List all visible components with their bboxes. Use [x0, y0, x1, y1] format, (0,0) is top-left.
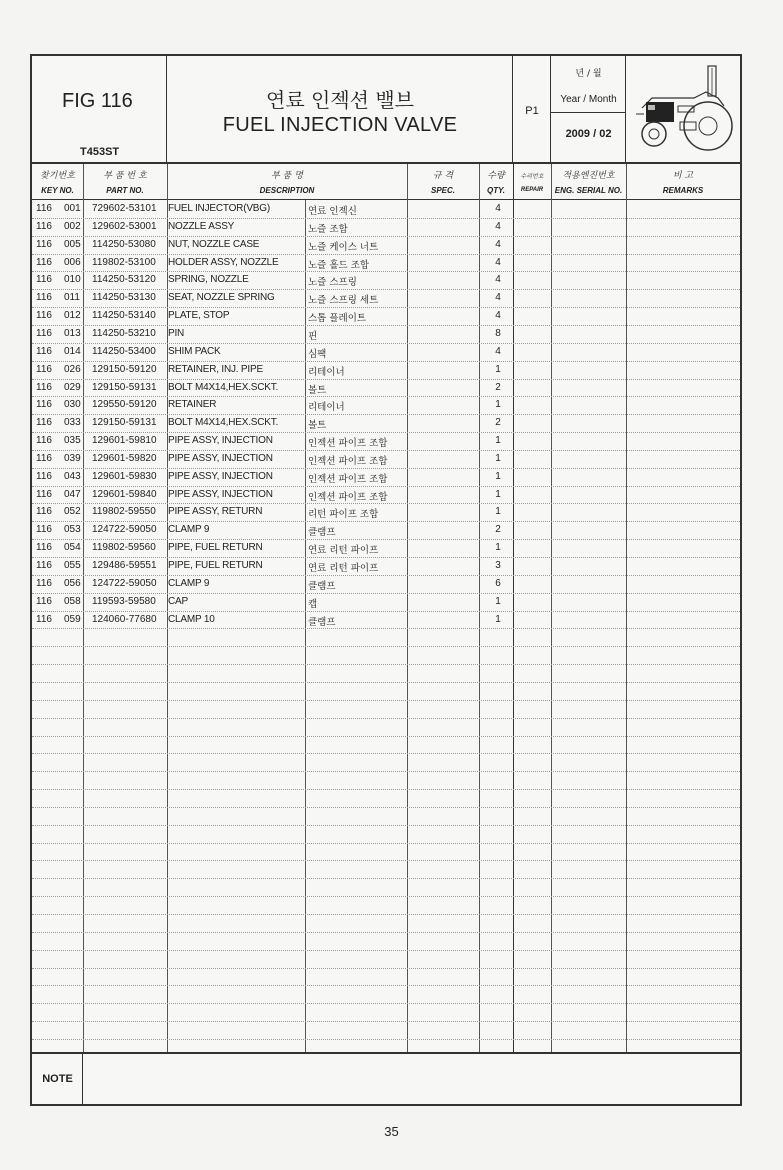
- fig-number-cell: 116: [36, 435, 52, 447]
- quantity-cell: 8: [495, 327, 501, 339]
- col-key-en: KEY NO.: [41, 186, 74, 195]
- col-desc-en: DESCRIPTION: [259, 186, 315, 195]
- fig-number-cell: 116: [36, 399, 52, 411]
- table-row: [32, 575, 740, 593]
- key-number-cell: 029: [64, 381, 81, 393]
- description-cell: BOLT M4X14,HEX.SCKT.: [168, 417, 279, 429]
- description-cell: SEAT, NOZZLE SPRING: [168, 292, 275, 304]
- col-repair-ko: 수리번호: [520, 173, 544, 180]
- row-rule: [32, 736, 740, 737]
- col-repair: [513, 164, 551, 200]
- part-number-cell: 114250-53400: [92, 345, 156, 357]
- part-number-cell: 114250-53130: [92, 292, 156, 304]
- quantity-cell: 1: [495, 613, 501, 625]
- row-rule: [32, 896, 740, 897]
- description-korean-cell: 클램프: [308, 580, 336, 592]
- col-part-no: [83, 164, 167, 200]
- row-rule: [32, 807, 740, 808]
- table-row: [32, 325, 740, 343]
- key-number-cell: 053: [64, 524, 81, 536]
- table-row: [32, 271, 740, 289]
- part-number-cell: 124060-77680: [92, 613, 157, 625]
- description-korean-cell: 핀: [308, 330, 318, 342]
- part-number-cell: 124722-59050: [92, 577, 157, 589]
- part-number-cell: 114250-53120: [92, 274, 156, 286]
- table-row: [32, 343, 740, 361]
- key-number-cell: 006: [64, 256, 81, 268]
- col-serial-ko: 적용엔진번호: [562, 171, 615, 181]
- col-remarks-en: REMARKS: [662, 186, 704, 195]
- part-number-cell: 114250-53210: [92, 327, 156, 339]
- fig-number-cell: 116: [36, 577, 52, 589]
- col-part-en: PART NO.: [106, 186, 144, 195]
- part-number-cell: 119593-59580: [92, 595, 156, 607]
- key-number-cell: 055: [64, 560, 81, 571]
- table-row: [32, 539, 740, 557]
- row-rule: [32, 1021, 740, 1022]
- description-cell: PIPE ASSY, INJECTION: [168, 470, 273, 482]
- part-number-cell: 129601-59820: [92, 452, 157, 464]
- description-korean-cell: 클램프: [308, 527, 336, 539]
- description-korean-cell: 노즐 케이스 너트: [308, 241, 379, 253]
- page-cell: [513, 56, 551, 164]
- description-cell: PIPE ASSY, INJECTION: [168, 488, 273, 500]
- part-number-cell: 129150-59131: [92, 381, 157, 393]
- description-cell: CLAMP 9: [168, 577, 210, 589]
- table-row: [32, 254, 740, 272]
- col-key-ko: 찾기번호: [40, 171, 75, 181]
- key-number-cell: 010: [64, 274, 81, 286]
- key-number-cell: 058: [64, 595, 81, 607]
- table-row: [32, 307, 740, 325]
- quantity-cell: 4: [495, 310, 501, 322]
- row-rule: [32, 843, 740, 844]
- quantity-cell: 1: [495, 363, 501, 375]
- fig-number-cell: 116: [36, 613, 52, 625]
- fig-number-cell: 116: [36, 238, 52, 250]
- part-number-cell: 124722-59050: [92, 524, 157, 536]
- key-number-cell: 013: [64, 327, 81, 339]
- key-number-cell: 030: [64, 399, 81, 411]
- part-number-cell: 119802-53100: [92, 256, 156, 268]
- row-rule: [32, 968, 740, 969]
- date-label-korean: 년 / 월: [575, 69, 602, 79]
- part-number-cell: 119802-59550: [92, 506, 156, 518]
- fig-number-cell: 116: [36, 363, 52, 375]
- description-cell: PIPE, FUEL RETURN: [168, 542, 263, 554]
- parts-list-sheet: [30, 54, 742, 1106]
- col-spec-en: SPEC.: [430, 186, 455, 195]
- key-number-cell: 011: [64, 292, 80, 304]
- col-serial-en: ENG. SERIAL NO.: [554, 186, 623, 195]
- parts-table-body: [32, 200, 740, 1052]
- table-row: [32, 432, 740, 450]
- fig-number-cell: 116: [36, 417, 52, 429]
- table-row: [32, 486, 740, 504]
- row-rule: [32, 789, 740, 790]
- description-korean-cell: 심팩: [308, 348, 327, 360]
- row-rule: [32, 825, 740, 826]
- col-qty-en: QTY.: [487, 186, 505, 195]
- description-cell: PIPE ASSY, INJECTION: [168, 435, 273, 447]
- quantity-cell: 2: [495, 417, 501, 429]
- part-number-cell: 129150-59120: [92, 363, 157, 375]
- fig-number-cell: 116: [36, 310, 52, 322]
- fig-number-cell: 116: [36, 256, 52, 268]
- description-korean-cell: 인젝션 파이프 조합: [308, 491, 388, 503]
- column-headers: [32, 164, 740, 200]
- description-korean-cell: 캡: [308, 598, 318, 610]
- description-cell: FUEL INJECTOR(VBG): [168, 203, 270, 214]
- quantity-cell: 4: [495, 220, 501, 232]
- table-row: [32, 521, 740, 539]
- key-number-cell: 014: [64, 345, 81, 357]
- quantity-cell: 1: [495, 470, 501, 482]
- description-cell: PLATE, STOP: [168, 310, 230, 322]
- fig-number-cell: 116: [36, 542, 52, 554]
- row-rule: [32, 860, 740, 861]
- table-row: [32, 557, 740, 575]
- table-row: [32, 289, 740, 307]
- quantity-cell: 1: [495, 435, 501, 447]
- description-cell: CAP: [168, 595, 188, 607]
- part-number-cell: 114250-53140: [92, 310, 156, 322]
- fig-number-cell: 116: [36, 452, 52, 464]
- key-number-cell: 026: [64, 363, 81, 375]
- col-engine-serial: [551, 164, 626, 200]
- quantity-cell: 1: [495, 595, 501, 607]
- quantity-cell: 2: [495, 524, 501, 536]
- key-number-cell: 012: [64, 310, 81, 322]
- col-spec-ko: 규 격: [432, 171, 454, 181]
- col-description: [167, 164, 407, 200]
- description-korean-cell: 인젝션 파이프 조합: [308, 438, 388, 450]
- description-korean-cell: 인젝션 파이프 조합: [308, 473, 388, 485]
- quantity-cell: 3: [495, 560, 501, 571]
- image-cell: [626, 56, 740, 164]
- fig-number-cell: 116: [36, 327, 52, 339]
- fig-number-cell: 116: [36, 506, 52, 518]
- note-row: [32, 1052, 740, 1104]
- description-cell: PIN: [168, 327, 185, 339]
- col-key-no: [32, 164, 83, 200]
- quantity-cell: 4: [495, 345, 501, 357]
- description-korean-cell: 연료 인젝신: [308, 206, 357, 217]
- part-number-cell: 129601-59840: [92, 488, 157, 500]
- quantity-cell: 4: [495, 203, 501, 214]
- table-row: [32, 611, 740, 629]
- col-qty-ko: 수량: [487, 171, 505, 181]
- date-divider: [551, 112, 626, 113]
- description-korean-cell: 스톱 플레이트: [308, 313, 367, 325]
- key-number-cell: 039: [64, 452, 81, 464]
- title-english: FUEL INJECTION VALVE: [222, 114, 458, 136]
- date-label-english: Year / Month: [560, 94, 617, 105]
- table-row: [32, 236, 740, 254]
- key-number-cell: 043: [64, 470, 81, 482]
- description-cell: RETAINER, INJ. PIPE: [168, 363, 263, 375]
- key-number-cell: 059: [64, 613, 81, 625]
- description-cell: HOLDER ASSY, NOZZLE: [168, 256, 279, 268]
- row-rule: [32, 1039, 740, 1040]
- col-desc-ko: 부 품 명: [271, 171, 303, 181]
- quantity-cell: 2: [495, 381, 501, 393]
- col-spec: [407, 164, 479, 200]
- description-cell: PIPE, FUEL RETURN: [168, 560, 263, 571]
- row-rule: [32, 664, 740, 665]
- quantity-cell: 1: [495, 399, 501, 411]
- row-rule: [32, 700, 740, 701]
- part-number-cell: 129486-59551: [92, 560, 157, 571]
- description-korean-cell: 인젝션 파이프 조합: [308, 455, 388, 467]
- fig-number-cell: 116: [36, 470, 52, 482]
- description-korean-cell: 볼트: [308, 384, 327, 396]
- part-number-cell: 129150-59131: [92, 417, 157, 429]
- fig-number-cell: 116: [36, 560, 52, 571]
- part-number-cell: 129550-59120: [92, 399, 157, 411]
- table-row: [32, 503, 740, 521]
- quantity-cell: 1: [495, 488, 501, 500]
- date-value: 2009 / 02: [565, 128, 612, 140]
- page-number: 35: [384, 1124, 399, 1139]
- part-number-cell: 729602-53101: [92, 203, 157, 214]
- date-cell: [551, 56, 626, 164]
- description-cell: CLAMP 10: [168, 613, 215, 625]
- quantity-cell: 4: [495, 238, 501, 250]
- description-cell: SPRING, NOZZLE: [168, 274, 249, 286]
- description-korean-cell: 클램프: [308, 616, 336, 628]
- fig-number-cell: 116: [36, 488, 52, 500]
- key-number-cell: 033: [64, 417, 81, 429]
- key-number-cell: 056: [64, 577, 81, 589]
- title-cell: [167, 56, 513, 164]
- key-number-cell: 052: [64, 506, 81, 518]
- part-number-cell: 114250-53080: [92, 238, 156, 250]
- table-row: [32, 468, 740, 486]
- description-korean-cell: 노즐 스프링: [308, 277, 357, 289]
- quantity-cell: 6: [495, 577, 501, 589]
- part-number-cell: 129601-59830: [92, 470, 157, 482]
- description-cell: RETAINER: [168, 399, 217, 411]
- key-number-cell: 001: [64, 203, 81, 214]
- description-korean-cell: 리테이너: [308, 366, 345, 378]
- description-cell: PIPE ASSY, INJECTION: [168, 452, 273, 464]
- tractor-icon: [632, 62, 734, 154]
- table-row: [32, 361, 740, 379]
- description-cell: NOZZLE ASSY: [168, 220, 235, 232]
- table-row: [32, 450, 740, 468]
- fig-number-cell: 116: [36, 595, 52, 607]
- table-row: [32, 200, 740, 218]
- description-korean-cell: 노즐 홀드 조합: [308, 259, 370, 271]
- col-remarks: [626, 164, 740, 200]
- fig-number-cell: 116: [36, 292, 52, 304]
- model-code: T453ST: [80, 146, 120, 158]
- note-label: NOTE: [42, 1073, 73, 1085]
- page-code: P1: [525, 105, 539, 117]
- key-number-cell: 035: [64, 435, 81, 447]
- row-rule: [32, 753, 740, 754]
- quantity-cell: 4: [495, 256, 501, 268]
- part-number-cell: 119802-59560: [92, 542, 156, 554]
- fig-number-cell: 116: [36, 381, 52, 393]
- row-rule: [32, 950, 740, 951]
- fig-number-cell: 116: [36, 345, 52, 357]
- row-rule: [32, 682, 740, 683]
- row-rule: [32, 878, 740, 879]
- title-korean: 연료 인젝션 밸브: [266, 88, 414, 112]
- description-korean-cell: 노즐 스프링 세트: [308, 295, 379, 307]
- col-part-ko: 부 품 번 호: [103, 171, 147, 181]
- quantity-cell: 1: [495, 452, 501, 464]
- table-row: [32, 379, 740, 397]
- col-repair-en: REPAIR: [520, 187, 544, 193]
- description-cell: PIPE ASSY, RETURN: [168, 506, 263, 518]
- quantity-cell: 4: [495, 292, 501, 304]
- part-number-cell: 129602-53001: [92, 220, 157, 232]
- table-row: [32, 593, 740, 611]
- quantity-cell: 1: [495, 506, 501, 518]
- key-number-cell: 002: [64, 220, 81, 232]
- table-row: [32, 396, 740, 414]
- sheet-header: [32, 56, 740, 164]
- fig-number-cell: 116: [36, 274, 52, 286]
- key-number-cell: 047: [64, 488, 81, 500]
- key-number-cell: 054: [64, 542, 81, 554]
- fig-number-cell: 116: [36, 524, 52, 536]
- figure-number: FIG 116: [62, 90, 133, 112]
- description-korean-cell: 노즐 조합: [308, 223, 348, 235]
- note-label-cell: [32, 1054, 83, 1106]
- description-korean-cell: 리테이너: [308, 402, 345, 414]
- figure-cell: [32, 56, 167, 164]
- row-rule: [32, 985, 740, 986]
- description-korean-cell: 리턴 파이프 조합: [308, 509, 379, 521]
- description-cell: CLAMP 9: [168, 524, 210, 536]
- quantity-cell: 1: [495, 542, 501, 554]
- key-number-cell: 005: [64, 238, 81, 250]
- row-rule: [32, 1003, 740, 1004]
- row-rule: [32, 771, 740, 772]
- description-korean-cell: 연료 리턴 파이프: [308, 563, 379, 574]
- description-korean-cell: 볼트: [308, 420, 327, 432]
- description-korean-cell: 연료 리턴 파이프: [308, 545, 379, 557]
- row-rule: [32, 646, 740, 647]
- fig-number-cell: 116: [36, 220, 52, 232]
- row-rule: [32, 718, 740, 719]
- description-cell: BOLT M4X14,HEX.SCKT.: [168, 381, 279, 393]
- description-cell: NUT, NOZZLE CASE: [168, 238, 260, 250]
- col-qty: [479, 164, 513, 200]
- row-rule: [32, 914, 740, 915]
- description-cell: SHIM PACK: [168, 345, 221, 357]
- part-number-cell: 129601-59810: [92, 435, 157, 447]
- row-rule: [32, 932, 740, 933]
- quantity-cell: 4: [495, 274, 501, 286]
- table-row: [32, 218, 740, 236]
- col-remarks-ko: 비 고: [672, 171, 694, 181]
- fig-number-cell: 116: [36, 203, 52, 214]
- table-row: [32, 414, 740, 432]
